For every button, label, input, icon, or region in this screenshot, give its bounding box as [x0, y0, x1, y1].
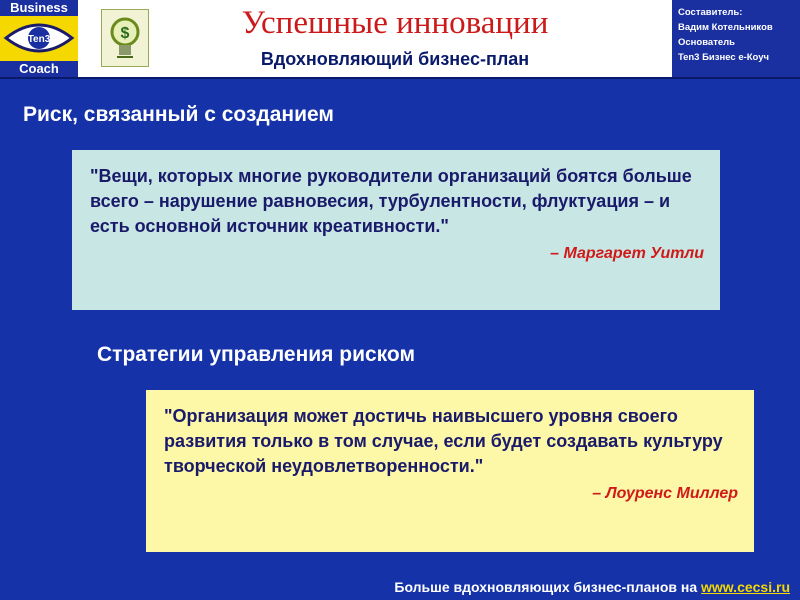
eye-icon [0, 16, 78, 61]
logo-top-text: Business [0, 0, 78, 16]
svg-text:$: $ [120, 25, 130, 42]
page-subtitle: Вдохновляющий бизнес-план [260, 49, 530, 69]
author-role: Основатель [678, 37, 736, 48]
logo-bottom-text: Coach [0, 61, 78, 77]
logo[interactable] [0, 0, 78, 77]
header [0, 0, 800, 79]
quote-box-1 [72, 150, 720, 310]
lightbulb-dollar-icon [101, 9, 149, 67]
author-block [672, 0, 800, 77]
quote-text-1: "Вещи, которых многие руководители организаций боятся больше всего – нарушение равновесия, турбулентности, флуктуация – и есть основной источник креативности." [90, 166, 692, 236]
strategy-heading: Стратегии управления риском [97, 343, 415, 366]
author-name: Вадим Котельников [678, 22, 773, 33]
author-label: Составитель: [678, 7, 743, 18]
quote-author-1: – Маргарет Уитли [550, 245, 704, 262]
quote-box-2 [146, 390, 754, 552]
footer-link[interactable]: www.cecsi.ru [701, 579, 790, 595]
logo-eye [0, 16, 78, 61]
risk-heading: Риск, связанный с созданием [23, 103, 334, 126]
footer [0, 577, 790, 597]
quote-text-2: "Организация может достичь наивысшего уровня своего развития только в том случае, если будет создавать культуру творческой неудовлетворенности." [164, 406, 723, 476]
page-title: Успешные инновации [241, 5, 549, 41]
footer-text: Больше вдохновляющих бизнес-планов на [394, 579, 702, 595]
logo-center-text: Ten3 [27, 34, 51, 45]
quote-author-2: – Лоуренс Миллер [592, 485, 738, 502]
author-company: Ten3 Бизнес e-Коуч [678, 52, 770, 63]
